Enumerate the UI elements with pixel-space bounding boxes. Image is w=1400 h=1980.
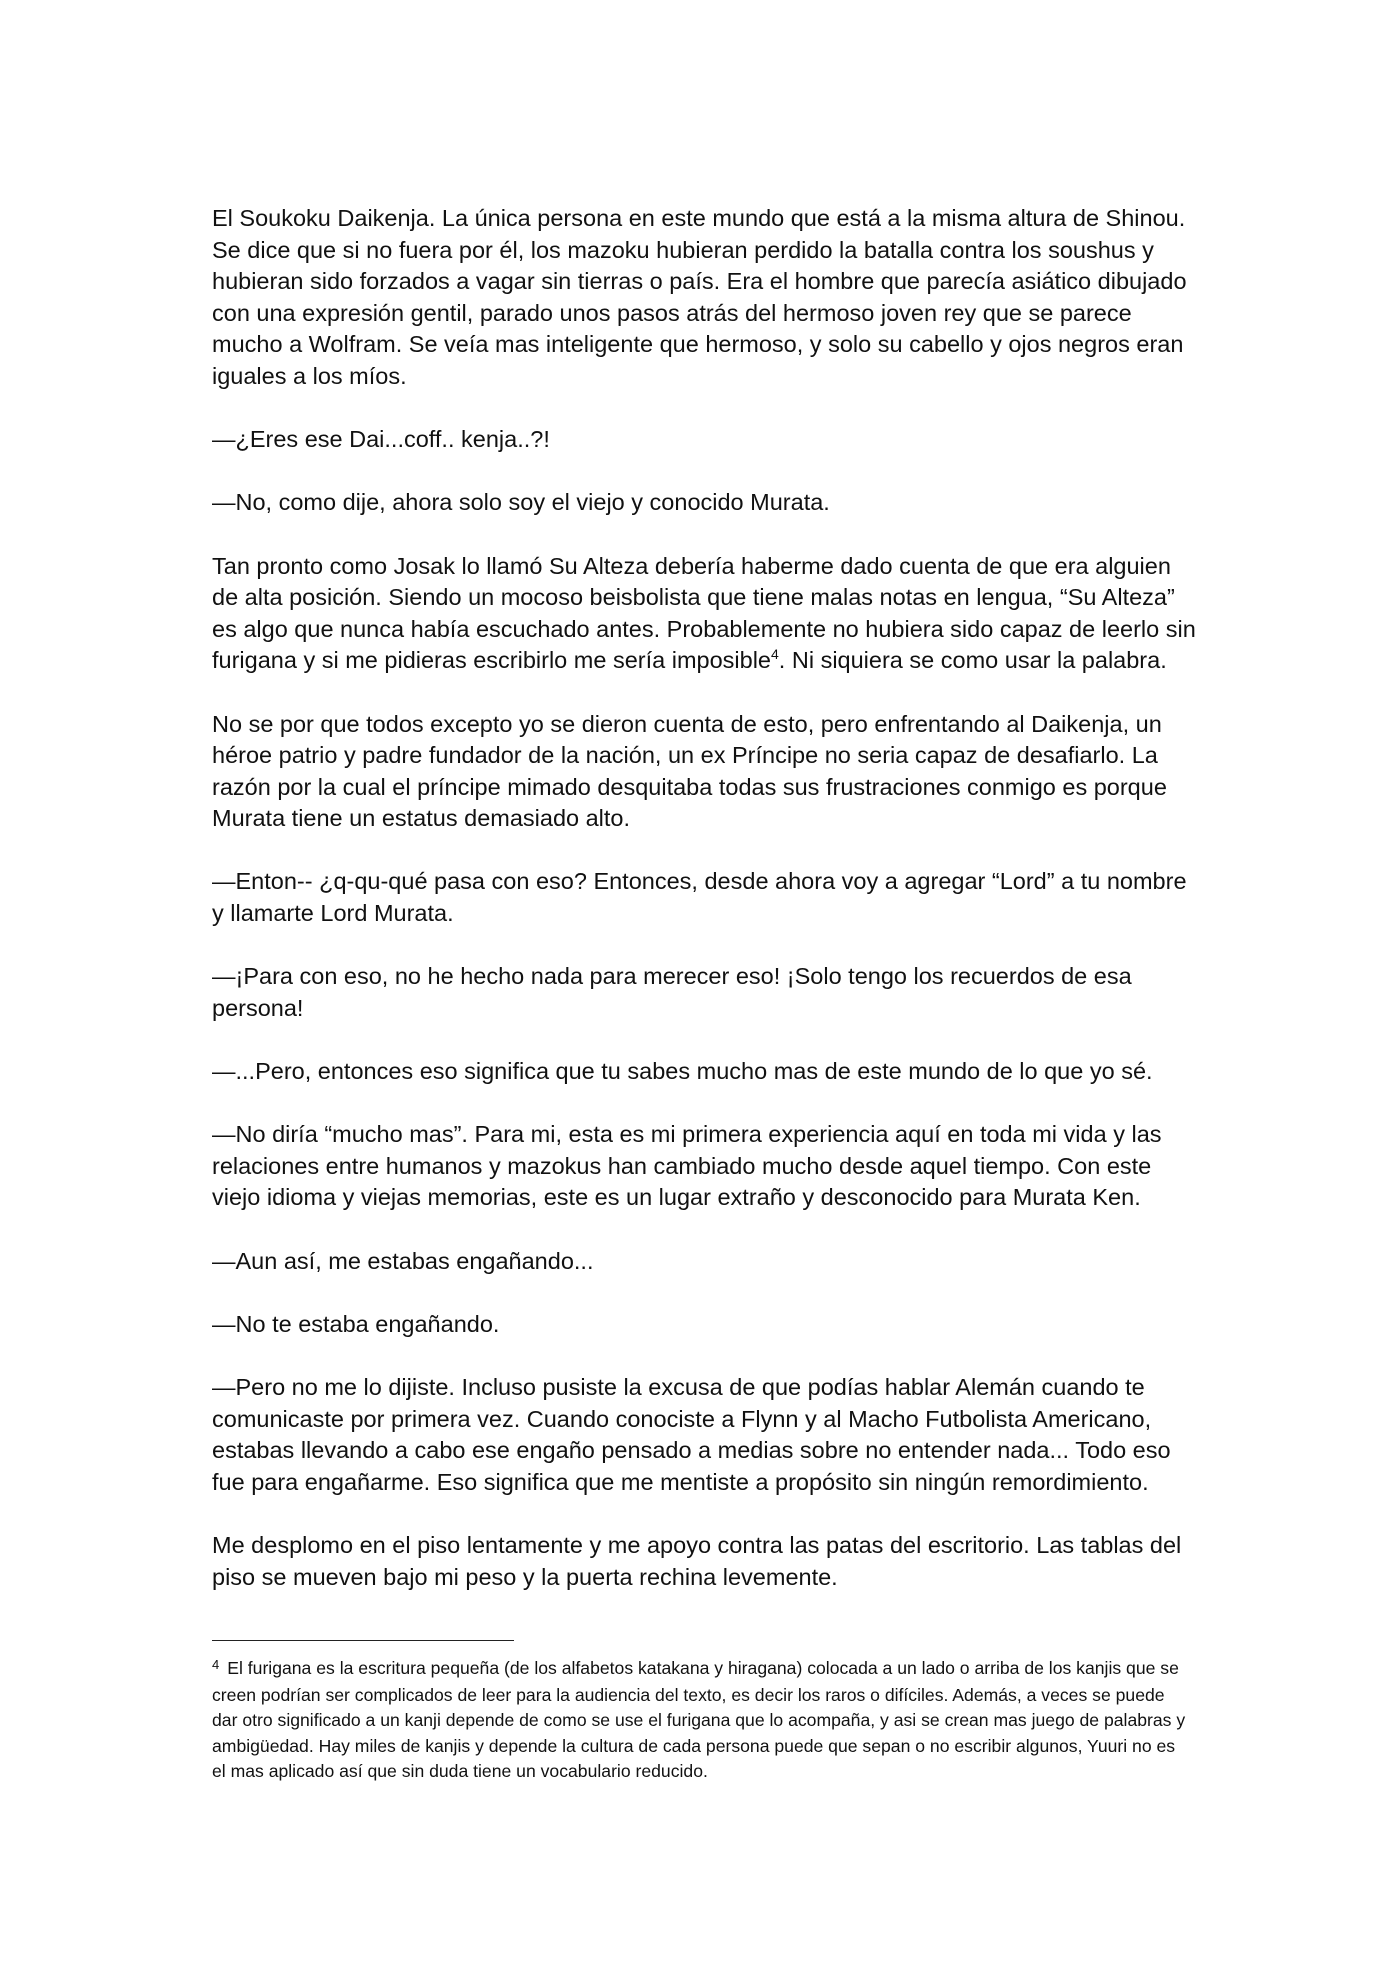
- dialogue-line: —No diría “mucho mas”. Para mi, esta es mi primera experiencia aquí en toda mi vida y las relaciones entre humanos y mazokus han cambiado mucho desde aquel tiempo. Con este viejo idioma y viejas memorias, este es un lugar extraño y desconocido para Murata Ken.: [212, 1121, 1162, 1211]
- paragraph: Me desplomo en el piso lentamente y me apoyo contra las patas del escritorio. Las tablas del piso se mueven bajo mi peso y la puerta rechina levemente.: [212, 1531, 1182, 1590]
- paragraph-with-footnote-ref: [212, 551, 1202, 677]
- dialogue-line: —...Pero, entonces eso significa que tu sabes mucho mas de este mundo de lo que yo sé.: [212, 1058, 1153, 1085]
- paragraph-text-before: Tan pronto como Josak lo llamó Su Alteza debería haberme dado cuenta de que era alguien de alta posición. Siendo un mocoso beisbolista que tiene malas notas en lengua, “Su Alteza” es algo que nunca había escuchado antes. Probablemente no hubiera sido capaz de leerlo sin furigana y si me pidieras escribirlo me sería imposible: [212, 552, 1196, 674]
- footnote: [212, 1656, 1192, 1785]
- dialogue-line: —Aun así, me estabas engañando...: [212, 1247, 594, 1274]
- paragraph-text-after: . Ni siquiera se como usar la palabra.: [778, 647, 1167, 674]
- paragraph: El Soukoku Daikenja. La única persona en este mundo que está a la misma altura de Shinou. Se dice que si no fuera por él, los mazoku hubieran perdido la batalla contra los soushus y hubieran sido forzados a vagar sin tierras o país. Era el hombre que parecía asiático dibujado con una expresión gentil, parado unos pasos atrás del hermoso joven rey que se parece mucho a Wolfram. Se veía mas inteligente que hermoso, y solo su cabello y ojos negros eran iguales a los míos.: [212, 205, 1187, 389]
- footnote-separator: [212, 1640, 514, 1641]
- paragraph: No se por que todos excepto yo se dieron cuenta de esto, pero enfrentando al Daikenja, un héroe patrio y padre fundador de la nación, un ex Príncipe no seria capaz de desafiarlo. La razón por la cual el príncipe mimado desquitaba todas sus frustraciones conmigo es porque Murata tiene un estatus demasiado alto.: [212, 710, 1167, 832]
- body-text: [212, 203, 1202, 1625]
- footnote-reference: 4: [771, 646, 779, 663]
- dialogue-line: —No, como dije, ahora solo soy el viejo y conocido Murata.: [212, 489, 830, 516]
- footnote-text: El furigana es la escritura pequeña (de los alfabetos katakana y hiragana) colocada a un lado o arriba de los kanjis que se creen podrían ser complicados de leer para la audiencia del texto, es decir los raros o difíciles. Además, a veces se puede dar otro significado a un kanji depende de como se use el furigana que lo acompaña, y asi se crean mas juego de palabras y ambigüedad. Hay miles de kanjis y depende la cultura de cada persona puede que sepan o no escribir algunos, Yuuri no es el mas aplicado así que sin duda tiene un vocabulario reducido.: [212, 1658, 1186, 1782]
- dialogue-line: —¡Para con eso, no he hecho nada para merecer eso! ¡Solo tengo los recuerdos de esa persona!: [212, 963, 1132, 1021]
- dialogue-line: —Pero no me lo dijiste. Incluso pusiste la excusa de que podías hablar Alemán cuando te comunicaste por primera vez. Cuando conociste a Flynn y al Macho Futbolista Americano, estabas llevando a cabo ese engaño pensado a medias sobre no entender nada... Todo eso fue para engañarme. Eso significa que me mentiste a propósito sin ningún remordimiento.: [212, 1373, 1171, 1495]
- dialogue-line: —¿Eres ese Dai...coff.. kenja..?!: [212, 426, 550, 453]
- dialogue-line: —No te estaba engañando.: [212, 1310, 500, 1337]
- footnote-marker: 4: [212, 1657, 220, 1672]
- dialogue-line: —Enton-- ¿q-qu-qué pasa con eso? Entonces, desde ahora voy a agregar “Lord” a tu nombre y llamarte Lord Murata.: [212, 868, 1187, 927]
